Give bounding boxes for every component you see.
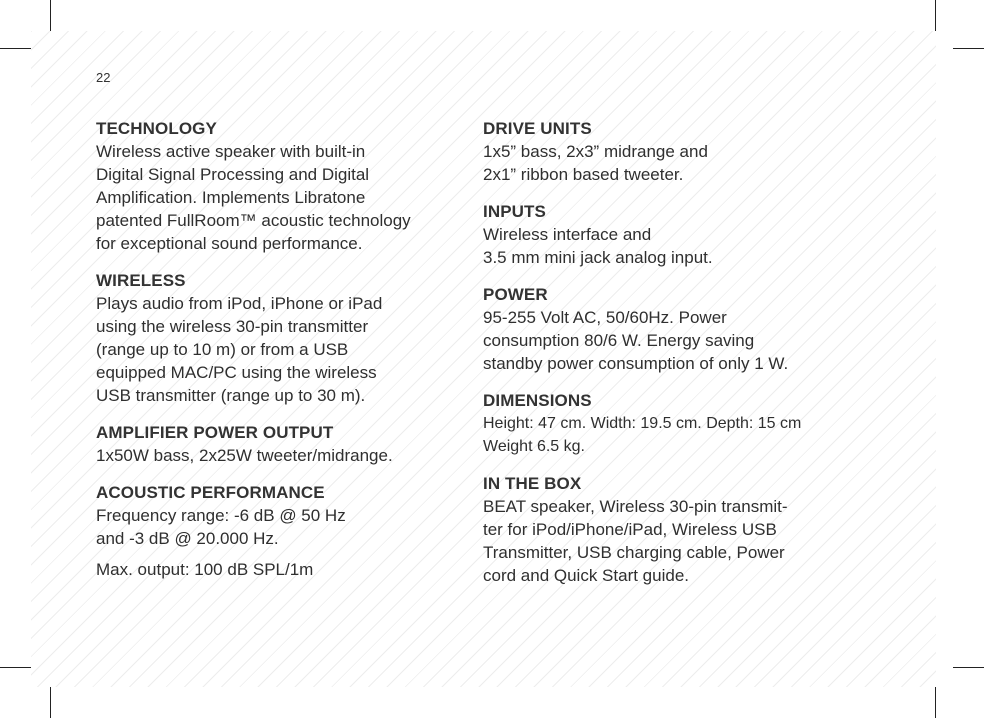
section-acoustic-performance xyxy=(96,482,456,581)
page-number: 22 xyxy=(96,70,111,85)
section-text: Wireless interface and 3.5 mm mini jack analog input. xyxy=(483,225,713,267)
right-column xyxy=(483,118,853,602)
crop-mark-bottom-right xyxy=(935,687,936,718)
section-extra-text: Max. output: 100 dB SPL/1m xyxy=(96,560,314,579)
crop-mark-top-left xyxy=(50,0,51,31)
section-inputs xyxy=(483,201,853,269)
left-column xyxy=(96,118,456,596)
section-drive-units xyxy=(483,118,853,186)
section-text: BEAT speaker, Wireless 30-pin transmit- ter for iPod/iPhone/iPad, Wireless USB Transmitter, USB charging cable, Power cord and Quick Start guide. xyxy=(483,497,788,585)
section-text: Frequency range: -6 dB @ 50 Hz and -3 dB @ 20.000 Hz. xyxy=(96,506,346,548)
section-heading: IN THE BOX xyxy=(483,474,582,493)
section-text: 1x5” bass, 2x3” midrange and 2x1” ribbon based tweeter. xyxy=(483,142,708,184)
section-heading: DRIVE UNITS xyxy=(483,119,592,138)
section-heading: ACOUSTIC PERFORMANCE xyxy=(96,483,325,502)
section-technology xyxy=(96,118,456,255)
section-heading: TECHNOLOGY xyxy=(96,119,217,138)
section-text: Plays audio from iPod, iPhone or iPad using the wireless 30-pin transmitter (range up to 10 m) or from a USB equipped MAC/PC using the wireless USB transmitter (range up to 30 m). xyxy=(96,294,383,405)
section-heading: DIMENSIONS xyxy=(483,391,592,410)
crop-mark-right-bottom xyxy=(953,667,984,668)
section-text: 95-255 Volt AC, 50/60Hz. Power consumption 80/6 W. Energy saving standby power consumption of only 1 W. xyxy=(483,308,789,373)
section-heading: INPUTS xyxy=(483,202,546,221)
section-amplifier-power-output xyxy=(96,422,456,467)
section-heading: AMPLIFIER POWER OUTPUT xyxy=(96,423,334,442)
crop-mark-left-top xyxy=(0,48,31,49)
crop-mark-left-bottom xyxy=(0,667,31,668)
section-text: Height: 47 cm. Width: 19.5 cm. Depth: 15 cm Weight 6.5 kg. xyxy=(483,415,802,455)
crop-mark-top-right xyxy=(935,0,936,31)
section-text: Wireless active speaker with built-in Digital Signal Processing and Digital Amplification. Implements Libratone patented FullRoom™ acoustic technology for exceptional sound performance. xyxy=(96,142,411,253)
section-wireless xyxy=(96,270,456,407)
section-text: 1x50W bass, 2x25W tweeter/midrange. xyxy=(96,446,393,465)
crop-mark-bottom-left xyxy=(50,687,51,718)
section-heading: WIRELESS xyxy=(96,271,186,290)
section-dimensions xyxy=(483,390,853,458)
section-in-the-box xyxy=(483,473,853,587)
crop-mark-right-top xyxy=(953,48,984,49)
section-heading: POWER xyxy=(483,285,548,304)
section-power xyxy=(483,284,853,375)
